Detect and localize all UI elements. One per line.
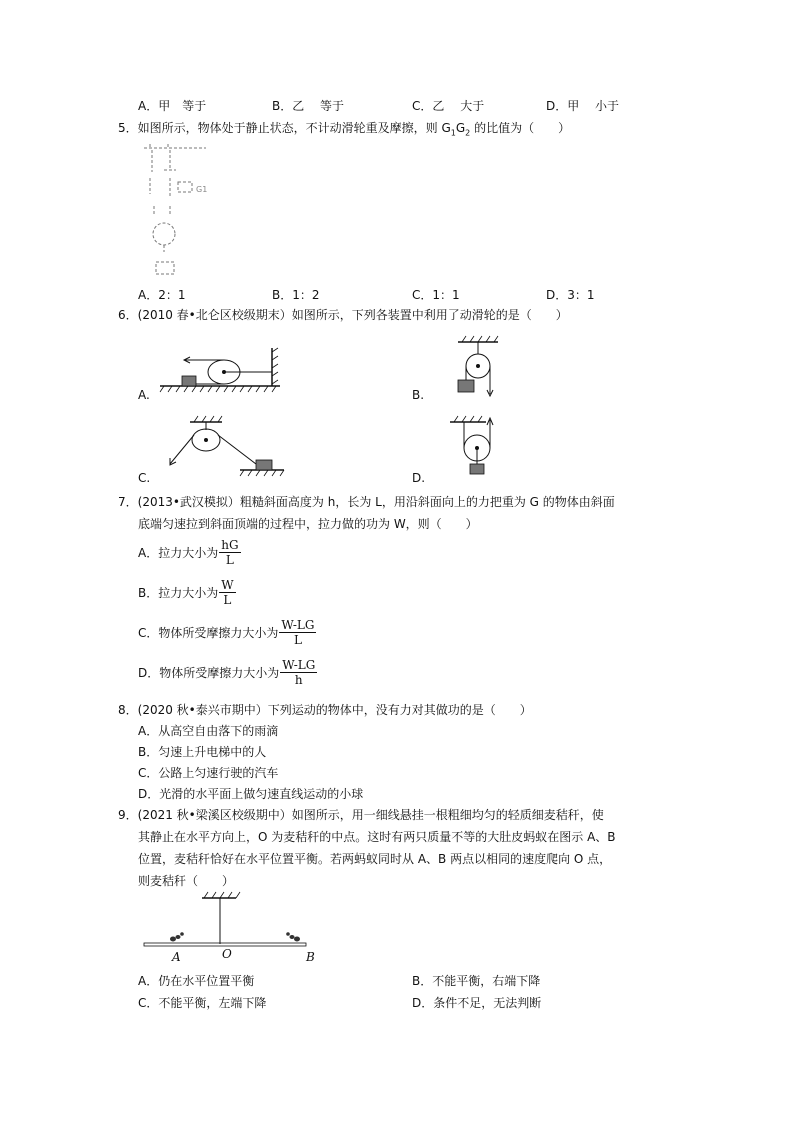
q7-option-a-text: A．拉力大小为	[138, 546, 219, 560]
q7-option-d-numerator: W-LG	[282, 658, 316, 672]
q7-option-c-denominator: L	[293, 633, 302, 647]
q5-option-b: B．1：2	[272, 288, 320, 302]
q7-stem-line1: 7．(2013•武汉模拟）粗糙斜面高度为 h，长为 L，用沿斜面向上的力把重为 G 的物体由斜面	[118, 495, 615, 509]
q6-stem: 6．(2010 春•北仑区校级期末）如图所示，下列各装置中利用了动滑轮的是（ ）	[118, 308, 568, 322]
q5-stem-mid: G	[455, 121, 466, 135]
q9-stem-line1: 9．(2021 秋•梁溪区校级期中）如图所示，用一细线悬挂一根粗细均匀的轻质细麦秸秆，使	[118, 808, 604, 822]
q9-straw-lever-figure	[140, 890, 320, 966]
q5-stem-pre: 5．如图所示，物体处于静止状态，不计动滑轮重及摩擦，则 G	[118, 121, 451, 135]
q9-label-o: O	[222, 947, 232, 961]
q5-stem-sub2: 2	[465, 128, 471, 138]
q7-option-b	[138, 578, 236, 607]
q7-option-b-text: B．拉力大小为	[138, 586, 219, 600]
q4-option-b: B．乙 等于	[272, 99, 345, 113]
q7-option-a-numerator: hG	[221, 538, 239, 552]
q4-option-c: C．乙 大于	[412, 99, 485, 113]
q5-option-c: C．1：1	[412, 288, 460, 302]
q7-option-d-denominator: h	[294, 673, 303, 687]
q7-option-a-fraction	[219, 538, 240, 567]
ant-b-icon	[286, 932, 300, 941]
q7-option-d-fraction	[280, 658, 317, 687]
q8-option-a: A．从高空自由落下的雨滴	[138, 724, 279, 738]
q5-fig-label: G1	[196, 185, 208, 194]
q8-option-d: D．光滑的水平面上做匀速直线运动的小球	[138, 787, 364, 801]
q9-option-a: A．仍在水平位置平衡	[138, 974, 255, 988]
q9-stem-line2: 其静止在水平方向上，O 为麦秸秆的中点。这时有两只质量不等的大肚皮蚂蚁在图示 A、B	[138, 830, 616, 844]
q4-option-a: A．甲 等于	[138, 99, 207, 113]
q5-stem-post: 的比值为（ ）	[470, 121, 571, 135]
q5-pulley-figure	[140, 142, 230, 278]
q6-option-d-label: D.	[412, 471, 426, 485]
q6-option-b-label: B.	[412, 388, 425, 402]
q7-option-c-fraction	[279, 618, 316, 647]
q9-option-d: D．条件不足，无法判断	[412, 996, 542, 1010]
q6-figure-d	[450, 414, 510, 482]
q9-stem-line4: 则麦秸秆（ ）	[138, 874, 235, 888]
q7-option-c	[138, 618, 316, 647]
q8-stem: 8．(2020 秋•泰兴市期中）下列运动的物体中，没有力对其做功的是（ ）	[118, 703, 532, 717]
q7-option-d-text: D．物体所受摩擦力大小为	[138, 666, 280, 680]
q5-option-d: D．3：1	[546, 288, 595, 302]
q9-stem-line3: 位置，麦秸秆恰好在水平位置平衡。若两蚂蚁同时从 A、B 两点以相同的速度爬向 O 点，	[138, 852, 612, 866]
q9-label-b: B	[306, 950, 315, 964]
ant-a-icon	[170, 932, 184, 941]
q9-option-c: C．不能平衡，左端下降	[138, 996, 267, 1010]
q8-option-c: C．公路上匀速行驶的汽车	[138, 766, 279, 780]
q8-option-b: B．匀速上升电梯中的人	[138, 745, 267, 759]
q7-option-c-numerator: W-LG	[281, 618, 315, 632]
q5-option-a: A．2：1	[138, 288, 186, 302]
q7-option-a	[138, 538, 241, 567]
q4-option-d: D．甲 小于	[546, 99, 620, 113]
q7-option-b-numerator: W	[221, 578, 234, 592]
q6-figure-c	[160, 418, 290, 478]
q9-label-a: A	[172, 950, 181, 964]
q7-option-a-denominator: L	[225, 553, 234, 567]
q5-stem	[118, 120, 570, 141]
q7-option-c-text: C．物体所受摩擦力大小为	[138, 626, 279, 640]
q6-option-c-label: C.	[138, 471, 151, 485]
q7-option-d	[138, 658, 317, 687]
q7-option-b-denominator: L	[223, 593, 232, 607]
q9-option-b: B．不能平衡，右端下降	[412, 974, 541, 988]
q6-figure-a	[160, 340, 290, 400]
q7-option-b-fraction	[219, 578, 235, 607]
q7-stem-line2: 底端匀速拉到斜面顶端的过程中，拉力做的功为 W，则（ ）	[138, 517, 478, 531]
q6-figure-b	[448, 334, 508, 402]
q6-option-a-label: A.	[138, 388, 150, 402]
q5-stem-sub1: 1	[450, 128, 456, 138]
